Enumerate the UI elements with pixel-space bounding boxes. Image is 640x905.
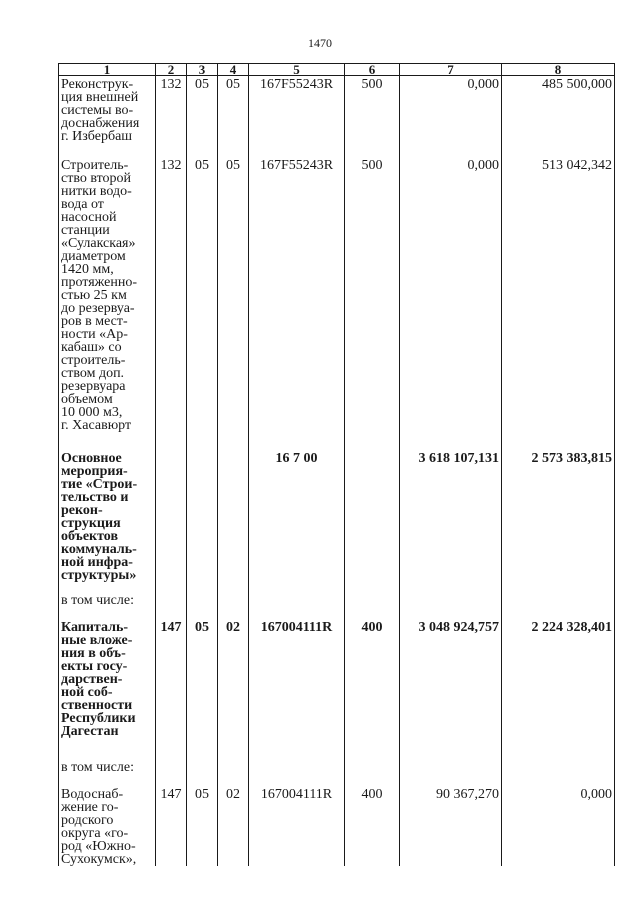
expense-type-cell: 500 — [345, 76, 400, 157]
table-row — [59, 786, 615, 866]
code-cell — [156, 450, 187, 592]
amount-cell — [400, 759, 502, 786]
code-cell: 132 — [156, 76, 187, 157]
amount-cell: 2 224 328,401 — [502, 619, 615, 759]
subsection-cell: 02 — [218, 619, 249, 759]
amount-cell: 90 367,270 — [400, 786, 502, 866]
target-article-cell: 16 7 00 — [249, 450, 345, 592]
section-cell: 05 — [187, 786, 218, 866]
expense-type-cell: 500 — [345, 157, 400, 450]
amount-cell: 0,000 — [502, 786, 615, 866]
header-cell: 6 — [345, 64, 400, 76]
section-cell: 05 — [187, 619, 218, 759]
amount-cell — [400, 592, 502, 619]
row-name-cell: Основное мероприя- тие «Строи- тельство и рекон- струкция объектов коммуналь- ной инфра- структуры» — [59, 450, 156, 592]
code-cell: 147 — [156, 619, 187, 759]
amount-cell: 0,000 — [400, 157, 502, 450]
header-row — [59, 64, 615, 76]
code-cell — [156, 759, 187, 786]
code-cell: 147 — [156, 786, 187, 866]
row-name-cell: Строитель- ство второй нитки водо- вода от насосной станции «Сулакская» диаметром 1420 мм, протяженно- стью 25 км до резервуа- ров в мест- ности «Ар- кабаш» со строитель- ством доп. резервуара объемом 10 000 м3, г. Хасавюрт — [59, 157, 156, 450]
amount-cell — [502, 592, 615, 619]
amount-cell: 485 500,000 — [502, 76, 615, 157]
header-cell: 4 — [218, 64, 249, 76]
target-article-cell: 167004111R — [249, 786, 345, 866]
table-row — [59, 157, 615, 450]
table-row — [59, 619, 615, 759]
section-cell — [187, 592, 218, 619]
code-cell: 132 — [156, 157, 187, 450]
target-article-cell: 167F55243R — [249, 76, 345, 157]
subsection-cell: 05 — [218, 76, 249, 157]
table-row — [59, 450, 615, 592]
subsection-cell — [218, 450, 249, 592]
header-cell: 3 — [187, 64, 218, 76]
header-cell: 8 — [502, 64, 615, 76]
expense-type-cell — [345, 759, 400, 786]
amount-cell: 3 618 107,131 — [400, 450, 502, 592]
amount-cell: 513 042,342 — [502, 157, 615, 450]
section-cell: 05 — [187, 157, 218, 450]
subsection-cell — [218, 592, 249, 619]
target-article-cell — [249, 592, 345, 619]
table-row — [59, 592, 615, 619]
subsection-cell: 05 — [218, 157, 249, 450]
target-article-cell: 167F55243R — [249, 157, 345, 450]
amount-cell: 3 048 924,757 — [400, 619, 502, 759]
row-name-cell: Водоснаб- жение го- родского округа «го- род «Южно- Сухокумск», — [59, 786, 156, 866]
expense-type-cell — [345, 450, 400, 592]
amount-cell: 2 573 383,815 — [502, 450, 615, 592]
target-article-cell — [249, 759, 345, 786]
row-name-cell: Капиталь- ные вложе- ния в объ- екты госу- дарствен- ной соб- ственности Республики Дагестан — [59, 619, 156, 759]
expense-type-cell — [345, 592, 400, 619]
budget-table — [58, 63, 615, 866]
section-cell — [187, 759, 218, 786]
section-cell: 05 — [187, 76, 218, 157]
table-row — [59, 76, 615, 157]
row-name-cell: Реконструк- ция внешней системы во- доснабжения г. Избербаш — [59, 76, 156, 157]
code-cell — [156, 592, 187, 619]
header-cell: 1 — [59, 64, 156, 76]
amount-cell — [502, 759, 615, 786]
row-name-cell: в том числе: — [59, 592, 156, 619]
section-cell — [187, 450, 218, 592]
header-cell: 2 — [156, 64, 187, 76]
table-row — [59, 759, 615, 786]
expense-type-cell: 400 — [345, 619, 400, 759]
amount-cell: 0,000 — [400, 76, 502, 157]
header-cell: 7 — [400, 64, 502, 76]
subsection-cell — [218, 759, 249, 786]
page-number: 1470 — [308, 36, 332, 50]
table-body — [59, 76, 615, 866]
target-article-cell: 167004111R — [249, 619, 345, 759]
expense-type-cell: 400 — [345, 786, 400, 866]
header-cell: 5 — [249, 64, 345, 76]
row-name-cell: в том числе: — [59, 759, 156, 786]
subsection-cell: 02 — [218, 786, 249, 866]
